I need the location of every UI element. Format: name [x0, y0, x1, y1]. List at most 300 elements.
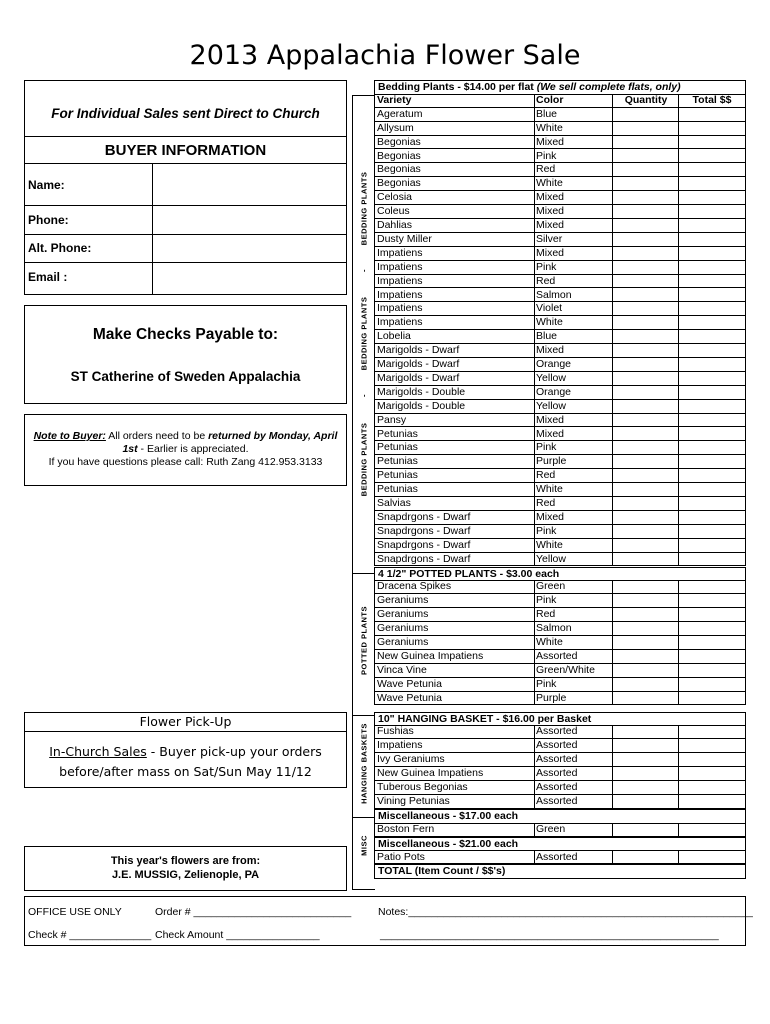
total-cell[interactable]: [680, 455, 744, 468]
variety-cell: Begonias: [377, 149, 421, 162]
quantity-cell[interactable]: [614, 372, 678, 385]
total-cell[interactable]: [680, 650, 744, 663]
bedding-row: [374, 122, 745, 136]
quantity-cell[interactable]: [614, 163, 678, 176]
total-cell[interactable]: [680, 414, 744, 427]
dash-2: -: [359, 394, 369, 397]
grid-line: [374, 580, 375, 705]
total-cell[interactable]: [680, 823, 744, 836]
hanging-row: [374, 767, 745, 781]
color-cell: White: [536, 636, 563, 648]
bedding-row: [374, 358, 745, 372]
total-cell[interactable]: [680, 483, 744, 496]
quantity-cell[interactable]: [614, 386, 678, 399]
quantity-cell[interactable]: [614, 358, 678, 371]
quantity-cell[interactable]: [614, 344, 678, 357]
quantity-cell[interactable]: [614, 136, 678, 149]
color-cell: White: [536, 316, 563, 329]
grid-line: [374, 851, 375, 865]
variety-cell: Impatiens: [377, 739, 423, 752]
color-cell: Mixed: [536, 246, 565, 259]
total-cell[interactable]: [680, 386, 744, 399]
color-cell: Mixed: [536, 135, 565, 148]
total-cell[interactable]: [680, 678, 744, 691]
variety-cell: Celosia: [377, 191, 413, 204]
quantity-cell[interactable]: [614, 511, 678, 524]
total-cell[interactable]: [680, 122, 744, 135]
quantity-cell[interactable]: [614, 205, 678, 218]
misc17-header-label: Miscellaneous - $17.00 each: [378, 809, 519, 822]
grid-line: [612, 823, 613, 837]
quantity-cell[interactable]: [614, 316, 678, 329]
grid-line: [745, 823, 746, 837]
quantity-cell[interactable]: [614, 594, 678, 607]
quantity-cell[interactable]: [614, 650, 678, 663]
grid-line: [745, 851, 746, 865]
hanging-label: HANGING BASKETS: [359, 723, 369, 804]
total-cell[interactable]: [680, 108, 744, 121]
quantity-cell[interactable]: [614, 725, 678, 738]
quantity-cell[interactable]: [614, 150, 678, 163]
bedding-row: [374, 539, 745, 553]
bedding-row: [374, 177, 745, 191]
grid-line: [612, 725, 613, 808]
bedding-row: [374, 289, 745, 303]
order-number-field[interactable]: Order # ___________________________: [155, 906, 352, 918]
quantity-cell[interactable]: [614, 739, 678, 752]
name-field[interactable]: [153, 164, 346, 204]
total-cell[interactable]: [680, 150, 744, 163]
variety-cell: Snapdrgons - Dwarf: [377, 524, 471, 537]
total-cell[interactable]: [680, 781, 744, 794]
buyer-info-heading: BUYER INFORMATION: [104, 142, 267, 159]
hanging-row: [374, 795, 745, 809]
bedding-row: [374, 441, 745, 455]
potted-row: [374, 608, 745, 622]
variety-cell: Petunias: [377, 427, 418, 440]
variety-cell: New Guinea Impatiens: [377, 767, 484, 780]
total-cell[interactable]: [680, 525, 744, 538]
quantity-cell[interactable]: [614, 330, 678, 343]
potted-label: POTTED PLANTS: [359, 606, 369, 676]
variety-cell: Ivy Geraniums: [377, 753, 445, 766]
total-cell[interactable]: [680, 539, 744, 552]
color-cell: Assorted: [536, 850, 578, 863]
grid-line: [374, 725, 375, 808]
variety-cell: Geraniums: [377, 594, 429, 607]
source-heading: This year's flowers are from:: [110, 855, 261, 867]
note-to-buyer: Note to Buyer: All orders need to be returned by Monday, April 1st - Earlier is appreciated. If you have questions please call: Ruth Zang 412.953.3133: [33, 430, 338, 468]
checks-heading: Make Checks Payable to:: [92, 326, 279, 343]
total-cell[interactable]: [680, 497, 744, 510]
color-cell: White: [536, 121, 563, 134]
bedding-row: [374, 302, 745, 316]
variety-cell: Petunias: [377, 483, 418, 496]
variety-cell: Geraniums: [377, 636, 429, 648]
bedding-row: [374, 261, 745, 275]
check-amount-field[interactable]: Check Amount ________________: [155, 929, 320, 941]
color-cell: Blue: [536, 330, 558, 343]
variety-cell: Tuberous Begonias: [377, 781, 468, 793]
bedding-row: [374, 233, 745, 247]
phone-label: Phone:: [28, 213, 69, 227]
total-cell[interactable]: [680, 247, 744, 260]
total-cell[interactable]: [680, 163, 744, 176]
hanging-header-label: 10" HANGING BASKET - $16.00 per Basket: [378, 712, 592, 725]
total-cell[interactable]: [680, 400, 744, 413]
quantity-cell[interactable]: [614, 553, 678, 566]
grid-line: [745, 94, 746, 567]
notes-field[interactable]: Notes:___________________________________________________________: [378, 906, 753, 918]
total-cell[interactable]: [680, 372, 744, 385]
quantity-cell[interactable]: [614, 767, 678, 780]
total-cell[interactable]: [680, 725, 744, 738]
hanging-row: [374, 739, 745, 753]
variety-cell: Coleus: [377, 205, 410, 218]
dash-1: -: [359, 269, 369, 272]
quantity-cell[interactable]: [614, 483, 678, 496]
bedding-row: [374, 511, 745, 525]
bedding-row: [374, 469, 745, 483]
total-cell[interactable]: [680, 664, 744, 677]
color-cell: Pink: [536, 149, 557, 162]
total-row: [374, 864, 746, 879]
total-cell[interactable]: [680, 344, 744, 357]
bedding-row: [374, 136, 745, 150]
variety-cell: Marigolds - Double: [377, 385, 466, 398]
potted-row: [374, 622, 745, 636]
color-cell: Salmon: [536, 622, 572, 635]
color-cell: Green: [536, 822, 566, 835]
grid-line: [612, 94, 613, 567]
quantity-cell[interactable]: [614, 692, 678, 705]
grid-line: [678, 94, 679, 567]
potted-row: [374, 678, 745, 692]
quantity-cell[interactable]: [614, 414, 678, 427]
variety-cell: Petunias: [377, 441, 418, 454]
variety-cell: Marigolds - Dwarf: [377, 358, 460, 370]
total-cell[interactable]: [680, 233, 744, 246]
color-cell: Red: [536, 469, 556, 482]
color-cell: Mixed: [536, 205, 565, 218]
variety-cell: Petunias: [377, 469, 418, 482]
quantity-cell[interactable]: [614, 261, 678, 274]
total-row-label: TOTAL (Item Count / $$'s): [378, 865, 506, 878]
quantity-cell[interactable]: [614, 678, 678, 691]
variety-cell: Lobelia: [377, 330, 411, 343]
bedding-row: [374, 386, 745, 400]
potted-row: [374, 664, 745, 678]
total-cell[interactable]: [680, 316, 744, 329]
bedding-row: [374, 330, 745, 344]
potted-row: [374, 692, 745, 706]
misc17-header: [374, 809, 746, 824]
variety-cell: Geraniums: [377, 622, 429, 635]
bedding-row: [374, 414, 745, 428]
quantity-cell[interactable]: [614, 525, 678, 538]
misc17-row: [374, 823, 745, 837]
bedding-row: [374, 205, 745, 219]
variety-cell: Geraniums: [377, 608, 429, 621]
color-cell: Mixed: [536, 413, 565, 426]
bedding-label-2: BEDDING PLANTS: [359, 296, 369, 371]
quantity-cell[interactable]: [614, 622, 678, 635]
color-cell: Violet: [536, 302, 563, 315]
grid-line: [534, 580, 535, 705]
quantity-cell[interactable]: [614, 636, 678, 649]
color-cell: Red: [536, 163, 556, 176]
bedding-row: [374, 275, 745, 289]
variety-cell: Vining Petunias: [377, 794, 450, 807]
total-cell[interactable]: [680, 636, 744, 649]
total-cell[interactable]: [680, 428, 744, 441]
page-title: 2013 Appalachia Flower Sale: [189, 40, 581, 71]
grid-line: [612, 580, 613, 705]
total-cell[interactable]: [680, 275, 744, 288]
quantity-cell[interactable]: [614, 247, 678, 260]
check-number-field[interactable]: Check # ______________: [28, 929, 152, 941]
color-cell: Blue: [536, 107, 558, 120]
variety-cell: Ageratum: [377, 107, 423, 120]
quantity-cell[interactable]: [614, 580, 678, 593]
total-cell[interactable]: [680, 302, 744, 315]
total-cell[interactable]: [680, 330, 744, 343]
color-cell: Pink: [536, 524, 557, 537]
color-cell: Pink: [536, 260, 557, 273]
quantity-cell[interactable]: [614, 400, 678, 413]
misc-label: MISC: [359, 835, 369, 856]
variety-cell: Boston Fern: [377, 822, 435, 835]
color-cell: Salmon: [536, 288, 572, 301]
quantity-cell[interactable]: [614, 177, 678, 190]
grid-line: [612, 851, 613, 865]
variety-cell: Petunias: [377, 455, 418, 468]
variety-cell: Dusty Miller: [377, 232, 432, 245]
grid-line: [534, 851, 535, 865]
quantity-cell[interactable]: [614, 441, 678, 454]
quantity-cell[interactable]: [614, 428, 678, 441]
total-cell[interactable]: [680, 511, 744, 524]
notes-line-2[interactable]: __________________________________________________________: [380, 929, 719, 941]
column-header-row: [374, 94, 745, 108]
source-name: J.E. MUSSIG, Zelienople, PA: [111, 869, 260, 881]
hanging-row: [374, 725, 745, 739]
color-cell: Assorted: [536, 767, 578, 780]
total-cell[interactable]: [680, 753, 744, 766]
color-cell: Yellow: [536, 399, 566, 412]
quantity-cell[interactable]: [614, 219, 678, 232]
color-cell: Purple: [536, 455, 567, 468]
checks-section: [24, 305, 347, 404]
grid-line: [374, 823, 375, 837]
phone-field[interactable]: [153, 206, 346, 233]
total-cell[interactable]: [680, 692, 744, 705]
quantity-cell[interactable]: [614, 781, 678, 794]
bedding-row: [374, 191, 745, 205]
color-cell: Mixed: [536, 510, 565, 523]
variety-cell: Snapdrgons - Dwarf: [377, 538, 471, 551]
grid-line: [534, 823, 535, 837]
color-cell: Assorted: [536, 794, 578, 807]
pickup-text: In-Church Sales - Buyer pick-up your orders before/after mass on Sat/Sun May 11/12: [49, 744, 322, 779]
bedding-row: [374, 525, 745, 539]
color-cell: Assorted: [536, 649, 578, 662]
variety-cell: Marigolds - Dwarf: [377, 344, 460, 357]
email-field[interactable]: [153, 263, 346, 294]
variety-cell: Begonias: [377, 135, 421, 148]
quantity-cell[interactable]: [614, 122, 678, 135]
name-label: Name:: [28, 178, 65, 192]
hanging-row: [374, 753, 745, 767]
potted-row: [374, 594, 745, 608]
bedding-row: [374, 247, 745, 261]
total-cell[interactable]: [680, 358, 744, 371]
quantity-cell[interactable]: [614, 608, 678, 621]
variety-cell: Begonias: [377, 163, 421, 176]
quantity-cell[interactable]: [614, 539, 678, 552]
variety-cell: New Guinea Impatiens: [377, 649, 484, 662]
misc21-header-label: Miscellaneous - $21.00 each: [378, 837, 519, 850]
variety-cell: Impatiens: [377, 302, 423, 315]
color-cell: Green/White: [536, 663, 595, 676]
quantity-cell[interactable]: [614, 289, 678, 302]
grid-line: [678, 725, 679, 808]
col-variety: Variety: [377, 93, 412, 106]
bedding-label-3: BEDDING PLANTS: [359, 422, 369, 497]
grid-line: [745, 725, 746, 808]
color-cell: Silver: [536, 232, 563, 245]
color-cell: Pink: [536, 441, 557, 454]
total-cell[interactable]: [680, 608, 744, 621]
total-cell[interactable]: [680, 191, 744, 204]
pickup-heading: Flower Pick-Up: [139, 714, 232, 729]
color-cell: Pink: [536, 677, 557, 690]
total-cell[interactable]: [680, 219, 744, 232]
quantity-cell[interactable]: [614, 191, 678, 204]
col-total: Total $$: [692, 93, 732, 106]
total-cell[interactable]: [680, 594, 744, 607]
variety-cell: Patio Pots: [377, 850, 425, 863]
color-cell: Orange: [536, 358, 572, 370]
grid-line: [678, 580, 679, 705]
hanging-header: [374, 712, 746, 727]
color-cell: Red: [536, 608, 556, 621]
grid-line: [534, 94, 535, 567]
individual-sales-note: For Individual Sales sent Direct to Church: [51, 106, 320, 121]
total-cell[interactable]: [680, 767, 744, 780]
grid-line: [534, 725, 535, 808]
variety-cell: Dracena Spikes: [377, 580, 452, 593]
quantity-cell[interactable]: [614, 108, 678, 121]
color-cell: Yellow: [536, 552, 566, 565]
potted-header-label: 4 1/2" POTTED PLANTS - $3.00 each: [378, 567, 560, 580]
variety-cell: Dahlias: [377, 219, 413, 231]
color-cell: Yellow: [536, 371, 566, 384]
color-cell: Assorted: [536, 725, 578, 738]
grid-line: [678, 823, 679, 837]
color-cell: Mixed: [536, 191, 565, 204]
quantity-cell[interactable]: [614, 233, 678, 246]
bedding-row: [374, 108, 745, 122]
bedding-row: [374, 344, 745, 358]
color-cell: Pink: [536, 594, 557, 607]
variety-cell: Salvias: [377, 497, 411, 509]
bedding-row: [374, 316, 745, 330]
grid-line: [374, 94, 375, 567]
quantity-cell[interactable]: [614, 795, 678, 808]
bedding-row: [374, 372, 745, 386]
quantity-cell[interactable]: [614, 302, 678, 315]
variety-cell: Snapdrgons - Dwarf: [377, 552, 471, 565]
grid-line: [745, 580, 746, 705]
color-cell: Assorted: [536, 739, 578, 752]
quantity-cell[interactable]: [614, 753, 678, 766]
quantity-cell[interactable]: [614, 455, 678, 468]
misc21-header: [374, 837, 746, 852]
quantity-cell[interactable]: [614, 275, 678, 288]
grid-line: [678, 851, 679, 865]
color-cell: White: [536, 483, 563, 496]
variety-cell: Wave Petunia: [377, 677, 442, 690]
variety-cell: Wave Petunia: [377, 691, 442, 704]
variety-cell: Impatiens: [377, 274, 423, 287]
total-cell[interactable]: [680, 177, 744, 190]
col-color: Color: [536, 93, 564, 106]
potted-header: [374, 567, 746, 582]
alt-phone-field[interactable]: [153, 235, 346, 261]
potted-row: [374, 636, 745, 650]
bedding-row: [374, 553, 745, 567]
total-cell[interactable]: [680, 136, 744, 149]
bedding-row: [374, 150, 745, 164]
bedding-header: [374, 80, 746, 95]
email-label: Email :: [28, 270, 68, 284]
quantity-cell[interactable]: [614, 851, 678, 864]
flat-note: (We sell complete flats, only): [533, 81, 681, 93]
total-cell[interactable]: [680, 739, 744, 752]
quantity-cell[interactable]: [614, 497, 678, 510]
quantity-cell[interactable]: [614, 469, 678, 482]
bedding-row: [374, 163, 745, 177]
color-cell: Orange: [536, 385, 572, 398]
total-cell[interactable]: [680, 469, 744, 482]
total-cell[interactable]: [680, 553, 744, 566]
hanging-row: [374, 781, 745, 795]
color-cell: Mixed: [536, 344, 565, 357]
total-cell[interactable]: [680, 205, 744, 218]
quantity-cell[interactable]: [614, 664, 678, 677]
total-cell[interactable]: [680, 261, 744, 274]
variety-cell: Impatiens: [377, 316, 423, 329]
total-cell[interactable]: [680, 580, 744, 593]
total-cell[interactable]: [680, 795, 744, 808]
total-cell[interactable]: [680, 622, 744, 635]
color-cell: Assorted: [536, 781, 578, 793]
total-cell[interactable]: [680, 851, 744, 864]
total-cell[interactable]: [680, 441, 744, 454]
variety-cell: Vinca Vine: [377, 663, 427, 676]
variety-cell: Fushias: [377, 725, 414, 738]
color-cell: White: [536, 538, 563, 551]
potted-row: [374, 650, 745, 664]
bedding-row: [374, 483, 745, 497]
variety-cell: Impatiens: [377, 288, 423, 301]
color-cell: Purple: [536, 691, 567, 704]
total-cell[interactable]: [680, 289, 744, 302]
color-cell: Assorted: [536, 753, 578, 766]
quantity-cell[interactable]: [614, 823, 678, 836]
misc21-row: [374, 851, 745, 865]
